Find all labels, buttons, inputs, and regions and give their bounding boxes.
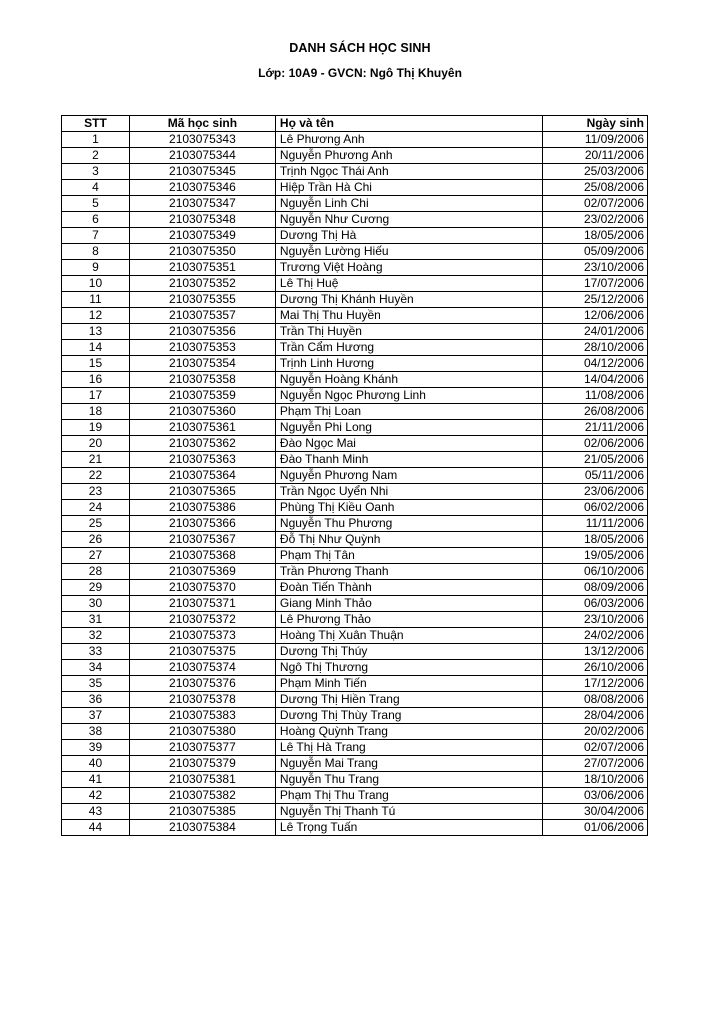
table-row — [62, 244, 648, 260]
cell-full-name: Phạm Thị Thu Trang — [275, 788, 542, 804]
cell-birth-date: 18/10/2006 — [542, 772, 647, 788]
table-row — [62, 148, 648, 164]
cell-student-id: 2103075364 — [129, 468, 275, 484]
cell-student-id: 2103075343 — [129, 132, 275, 148]
table-header-row — [62, 116, 648, 132]
table-row — [62, 484, 648, 500]
table-row — [62, 580, 648, 596]
cell-birth-date: 23/02/2006 — [542, 212, 647, 228]
cell-birth-date: 21/11/2006 — [542, 420, 647, 436]
cell-stt: 42 — [62, 788, 130, 804]
table-row — [62, 212, 648, 228]
cell-full-name: Lê Thị Hà Trang — [275, 740, 542, 756]
cell-full-name: Trần Ngọc Uyển Nhi — [275, 484, 542, 500]
cell-stt: 31 — [62, 612, 130, 628]
cell-birth-date: 25/12/2006 — [542, 292, 647, 308]
cell-student-id: 2103075344 — [129, 148, 275, 164]
cell-student-id: 2103075348 — [129, 212, 275, 228]
cell-student-id: 2103075374 — [129, 660, 275, 676]
cell-student-id: 2103075369 — [129, 564, 275, 580]
table-row — [62, 260, 648, 276]
cell-full-name: Nguyễn Ngọc Phương Linh — [275, 388, 542, 404]
table-row — [62, 804, 648, 820]
cell-stt: 43 — [62, 804, 130, 820]
cell-full-name: Lê Phương Thảo — [275, 612, 542, 628]
cell-full-name: Trịnh Ngọc Thái Anh — [275, 164, 542, 180]
cell-student-id: 2103075362 — [129, 436, 275, 452]
table-row — [62, 164, 648, 180]
table-row — [62, 516, 648, 532]
cell-student-id: 2103075366 — [129, 516, 275, 532]
cell-stt: 5 — [62, 196, 130, 212]
cell-full-name: Lê Trọng Tuấn — [275, 820, 542, 836]
table-row — [62, 500, 648, 516]
cell-birth-date: 18/05/2006 — [542, 228, 647, 244]
cell-full-name: Nguyễn Thu Phương — [275, 516, 542, 532]
table-row — [62, 420, 648, 436]
cell-birth-date: 11/09/2006 — [542, 132, 647, 148]
cell-full-name: Dương Thị Khánh Huyền — [275, 292, 542, 308]
cell-birth-date: 23/06/2006 — [542, 484, 647, 500]
table-row — [62, 596, 648, 612]
cell-birth-date: 23/10/2006 — [542, 612, 647, 628]
cell-full-name: Ngô Thị Thương — [275, 660, 542, 676]
cell-full-name: Phạm Thị Loan — [275, 404, 542, 420]
cell-birth-date: 05/11/2006 — [542, 468, 647, 484]
header-full-name: Họ và tên — [275, 116, 542, 132]
cell-stt: 12 — [62, 308, 130, 324]
cell-full-name: Mai Thị Thu Huyền — [275, 308, 542, 324]
cell-full-name: Hiệp Trần Hà Chi — [275, 180, 542, 196]
cell-student-id: 2103075375 — [129, 644, 275, 660]
cell-student-id: 2103075368 — [129, 548, 275, 564]
cell-stt: 33 — [62, 644, 130, 660]
cell-stt: 40 — [62, 756, 130, 772]
cell-student-id: 2103075346 — [129, 180, 275, 196]
header-birth-date: Ngày sinh — [542, 116, 647, 132]
cell-student-id: 2103075356 — [129, 324, 275, 340]
cell-birth-date: 26/10/2006 — [542, 660, 647, 676]
cell-full-name: Trần Phương Thanh — [275, 564, 542, 580]
cell-stt: 37 — [62, 708, 130, 724]
cell-birth-date: 26/08/2006 — [542, 404, 647, 420]
cell-birth-date: 11/08/2006 — [542, 388, 647, 404]
table-row — [62, 708, 648, 724]
cell-full-name: Lê Phương Anh — [275, 132, 542, 148]
cell-full-name: Trần Cẩm Hương — [275, 340, 542, 356]
cell-student-id: 2103075386 — [129, 500, 275, 516]
cell-full-name: Trương Việt Hoàng — [275, 260, 542, 276]
table-row — [62, 196, 648, 212]
cell-full-name: Dương Thị Thúy — [275, 644, 542, 660]
cell-student-id: 2103075347 — [129, 196, 275, 212]
cell-birth-date: 06/02/2006 — [542, 500, 647, 516]
cell-birth-date: 02/07/2006 — [542, 196, 647, 212]
cell-stt: 3 — [62, 164, 130, 180]
cell-birth-date: 05/09/2006 — [542, 244, 647, 260]
cell-student-id: 2103075378 — [129, 692, 275, 708]
table-row — [62, 772, 648, 788]
cell-student-id: 2103075351 — [129, 260, 275, 276]
cell-stt: 30 — [62, 596, 130, 612]
cell-full-name: Đào Thanh Minh — [275, 452, 542, 468]
cell-birth-date: 13/12/2006 — [542, 644, 647, 660]
cell-stt: 44 — [62, 820, 130, 836]
cell-stt: 22 — [62, 468, 130, 484]
cell-stt: 7 — [62, 228, 130, 244]
cell-stt: 26 — [62, 532, 130, 548]
cell-birth-date: 27/07/2006 — [542, 756, 647, 772]
cell-stt: 6 — [62, 212, 130, 228]
cell-full-name: Nguyễn Linh Chi — [275, 196, 542, 212]
cell-full-name: Phạm Thị Tân — [275, 548, 542, 564]
cell-birth-date: 02/07/2006 — [542, 740, 647, 756]
cell-birth-date: 28/04/2006 — [542, 708, 647, 724]
cell-birth-date: 21/05/2006 — [542, 452, 647, 468]
cell-student-id: 2103075358 — [129, 372, 275, 388]
table-row — [62, 436, 648, 452]
table-row — [62, 356, 648, 372]
cell-full-name: Hoàng Thị Xuân Thuận — [275, 628, 542, 644]
table-row — [62, 788, 648, 804]
table-row — [62, 468, 648, 484]
cell-student-id: 2103075360 — [129, 404, 275, 420]
cell-stt: 14 — [62, 340, 130, 356]
cell-stt: 29 — [62, 580, 130, 596]
cell-full-name: Dương Thị Hà — [275, 228, 542, 244]
table-row — [62, 388, 648, 404]
cell-stt: 8 — [62, 244, 130, 260]
cell-birth-date: 14/04/2006 — [542, 372, 647, 388]
cell-birth-date: 11/11/2006 — [542, 516, 647, 532]
cell-full-name: Nguyễn Thu Trang — [275, 772, 542, 788]
table-row — [62, 532, 648, 548]
cell-student-id: 2103075352 — [129, 276, 275, 292]
cell-student-id: 2103075376 — [129, 676, 275, 692]
cell-full-name: Lê Thị Huệ — [275, 276, 542, 292]
table-row — [62, 628, 648, 644]
table-row — [62, 756, 648, 772]
header-student-id: Mã học sinh — [129, 116, 275, 132]
table-row — [62, 404, 648, 420]
cell-student-id: 2103075371 — [129, 596, 275, 612]
cell-student-id: 2103075385 — [129, 804, 275, 820]
table-row — [62, 308, 648, 324]
cell-stt: 9 — [62, 260, 130, 276]
cell-full-name: Dương Thị Thùy Trang — [275, 708, 542, 724]
table-row — [62, 644, 648, 660]
cell-student-id: 2103075365 — [129, 484, 275, 500]
table-row — [62, 660, 648, 676]
cell-birth-date: 08/09/2006 — [542, 580, 647, 596]
table-row — [62, 692, 648, 708]
cell-birth-date: 17/07/2006 — [542, 276, 647, 292]
cell-stt: 28 — [62, 564, 130, 580]
cell-full-name: Giang Minh Thảo — [275, 596, 542, 612]
table-row — [62, 292, 648, 308]
cell-full-name: Nguyễn Hoàng Khánh — [275, 372, 542, 388]
cell-birth-date: 28/10/2006 — [542, 340, 647, 356]
cell-student-id: 2103075380 — [129, 724, 275, 740]
table-row — [62, 132, 648, 148]
table-row — [62, 228, 648, 244]
cell-full-name: Đoàn Tiến Thành — [275, 580, 542, 596]
cell-student-id: 2103075383 — [129, 708, 275, 724]
table-row — [62, 180, 648, 196]
cell-student-id: 2103075354 — [129, 356, 275, 372]
cell-stt: 1 — [62, 132, 130, 148]
cell-birth-date: 04/12/2006 — [542, 356, 647, 372]
cell-student-id: 2103075373 — [129, 628, 275, 644]
cell-student-id: 2103075382 — [129, 788, 275, 804]
cell-student-id: 2103075350 — [129, 244, 275, 260]
cell-birth-date: 25/08/2006 — [542, 180, 647, 196]
cell-student-id: 2103075363 — [129, 452, 275, 468]
table-row — [62, 340, 648, 356]
cell-student-id: 2103075370 — [129, 580, 275, 596]
cell-birth-date: 23/10/2006 — [542, 260, 647, 276]
cell-birth-date: 18/05/2006 — [542, 532, 647, 548]
cell-student-id: 2103075367 — [129, 532, 275, 548]
student-table — [61, 115, 648, 836]
cell-stt: 23 — [62, 484, 130, 500]
cell-stt: 13 — [62, 324, 130, 340]
cell-full-name: Nguyễn Mai Trang — [275, 756, 542, 772]
table-row — [62, 276, 648, 292]
cell-stt: 32 — [62, 628, 130, 644]
cell-stt: 38 — [62, 724, 130, 740]
cell-stt: 36 — [62, 692, 130, 708]
cell-stt: 20 — [62, 436, 130, 452]
cell-birth-date: 02/06/2006 — [542, 436, 647, 452]
table-row — [62, 324, 648, 340]
cell-student-id: 2103075379 — [129, 756, 275, 772]
cell-full-name: Nguyễn Phương Anh — [275, 148, 542, 164]
cell-full-name: Đào Ngọc Mai — [275, 436, 542, 452]
cell-full-name: Nguyễn Thị Thanh Tú — [275, 804, 542, 820]
cell-birth-date: 03/06/2006 — [542, 788, 647, 804]
cell-stt: 17 — [62, 388, 130, 404]
cell-stt: 10 — [62, 276, 130, 292]
table-row — [62, 452, 648, 468]
cell-stt: 39 — [62, 740, 130, 756]
cell-stt: 24 — [62, 500, 130, 516]
cell-stt: 21 — [62, 452, 130, 468]
cell-student-id: 2103075359 — [129, 388, 275, 404]
cell-full-name: Trần Thị Huyền — [275, 324, 542, 340]
cell-birth-date: 08/08/2006 — [542, 692, 647, 708]
table-body — [62, 132, 648, 836]
header-stt: STT — [62, 116, 130, 132]
table-row — [62, 740, 648, 756]
cell-student-id: 2103075345 — [129, 164, 275, 180]
cell-full-name: Trịnh Linh Hương — [275, 356, 542, 372]
cell-full-name: Dương Thị Hiền Trang — [275, 692, 542, 708]
table-row — [62, 676, 648, 692]
cell-full-name: Hoàng Quỳnh Trang — [275, 724, 542, 740]
cell-birth-date: 19/05/2006 — [542, 548, 647, 564]
cell-student-id: 2103075353 — [129, 340, 275, 356]
cell-full-name: Nguyễn Phương Nam — [275, 468, 542, 484]
cell-stt: 25 — [62, 516, 130, 532]
cell-student-id: 2103075384 — [129, 820, 275, 836]
cell-birth-date: 20/11/2006 — [542, 148, 647, 164]
cell-birth-date: 06/10/2006 — [542, 564, 647, 580]
table-row — [62, 372, 648, 388]
cell-stt: 27 — [62, 548, 130, 564]
cell-birth-date: 25/03/2006 — [542, 164, 647, 180]
table-row — [62, 724, 648, 740]
cell-birth-date: 12/06/2006 — [542, 308, 647, 324]
cell-full-name: Đỗ Thị Như Quỳnh — [275, 532, 542, 548]
cell-full-name: Phạm Minh Tiến — [275, 676, 542, 692]
cell-stt: 41 — [62, 772, 130, 788]
cell-birth-date: 17/12/2006 — [542, 676, 647, 692]
cell-stt: 16 — [62, 372, 130, 388]
table-row — [62, 564, 648, 580]
cell-birth-date: 01/06/2006 — [542, 820, 647, 836]
cell-full-name: Phùng Thị Kiều Oanh — [275, 500, 542, 516]
cell-student-id: 2103075381 — [129, 772, 275, 788]
cell-student-id: 2103075357 — [129, 308, 275, 324]
cell-stt: 34 — [62, 660, 130, 676]
cell-stt: 35 — [62, 676, 130, 692]
cell-student-id: 2103075372 — [129, 612, 275, 628]
cell-birth-date: 30/04/2006 — [542, 804, 647, 820]
class-subtitle: Lớp: 10A9 - GVCN: Ngô Thị Khuyên — [258, 66, 462, 80]
cell-birth-date: 24/01/2006 — [542, 324, 647, 340]
page-title: DANH SÁCH HỌC SINH — [289, 41, 431, 55]
cell-stt: 4 — [62, 180, 130, 196]
cell-stt: 18 — [62, 404, 130, 420]
cell-full-name: Nguyễn Như Cương — [275, 212, 542, 228]
cell-birth-date: 20/02/2006 — [542, 724, 647, 740]
cell-full-name: Nguyễn Phi Long — [275, 420, 542, 436]
cell-stt: 19 — [62, 420, 130, 436]
cell-student-id: 2103075355 — [129, 292, 275, 308]
cell-stt: 2 — [62, 148, 130, 164]
table-row — [62, 820, 648, 836]
cell-stt: 11 — [62, 292, 130, 308]
cell-full-name: Nguyễn Lường Hiếu — [275, 244, 542, 260]
table-row — [62, 612, 648, 628]
table-row — [62, 548, 648, 564]
cell-stt: 15 — [62, 356, 130, 372]
cell-student-id: 2103075349 — [129, 228, 275, 244]
cell-birth-date: 06/03/2006 — [542, 596, 647, 612]
cell-student-id: 2103075377 — [129, 740, 275, 756]
cell-birth-date: 24/02/2006 — [542, 628, 647, 644]
cell-student-id: 2103075361 — [129, 420, 275, 436]
